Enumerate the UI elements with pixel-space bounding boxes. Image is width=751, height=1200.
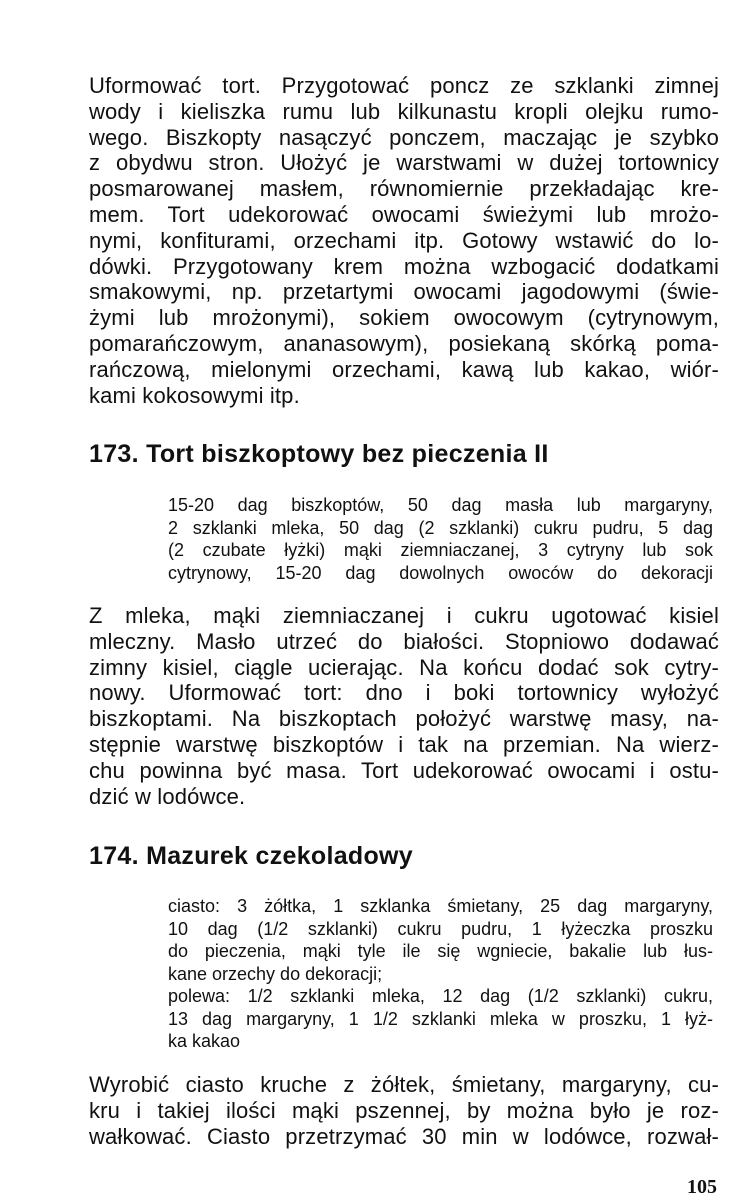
ingredient-line: 2 szklanki mleka, 50 dag (2 szklanki) cukru pudru, 5 dag: [168, 517, 713, 538]
recipe-173-method: [89, 603, 719, 809]
text-line: biszkoptami. Na biszkoptach położyć warstwę masy, na-: [89, 706, 719, 732]
ingredient-line: ciasto: 3 żółtka, 1 szklanka śmietany, 25 dag margaryny,: [168, 896, 713, 916]
text-line: Wyrobić ciasto kruche z żółtek, śmietany, margaryny, cu-: [89, 1072, 719, 1097]
text-line: wałkować. Ciasto przetrzymać 30 min w lodówce, rozwał-: [89, 1123, 719, 1149]
text-line: smakowymi, np. przetartymi owocami jagodowymi (świe-: [89, 279, 719, 305]
ingredient-line: 10 dag (1/2 szklanki) cukru pudru, 1 łyżeczka proszku: [168, 918, 713, 939]
text-line: pomarańczowym, ananasowym), posiekaną skórką poma-: [89, 330, 719, 356]
ingredient-line: polewa: 1/2 szklanki mleka, 12 dag (1/2 szklanki) cukru,: [168, 986, 713, 1006]
recipe-174-method: [89, 1072, 719, 1149]
ingredient-line: do pieczenia, mąki tyle ile się wgniecie, bakalie lub łus-: [168, 941, 713, 961]
ingredient-line: cytrynowy, 15-20 dag dowolnych owoców do dekoracji: [168, 562, 713, 583]
text-line: dzić w lodówce.: [89, 783, 246, 809]
text-line: nymi, konfiturami, orzechami itp. Gotowy wstawić do lo-: [89, 227, 719, 253]
text-line: dówki. Przygotowany krem można wzbogacić dodatkami: [89, 253, 719, 279]
recipe-173-title: 173. Tort biszkoptowy bez pieczenia II: [89, 440, 549, 468]
text-line: mleczny. Masło utrzeć do białości. Stopniowo dodawać: [89, 628, 719, 654]
recipe-174-title: 174. Mazurek czekoladowy: [89, 842, 414, 870]
text-line: rańczową, mielonymi orzechami, kawą lub kakao, wiór-: [89, 356, 719, 382]
text-line: chu powinna być masa. Tort udekorować owocami i ostu-: [89, 757, 719, 783]
text-line: kru i takiej ilości mąki pszennej, by można było je roz-: [89, 1097, 719, 1123]
page-number: 105: [687, 1176, 717, 1198]
text-line: mem. Tort udekorować owocami świeżymi lub mrożo-: [89, 201, 719, 227]
text-line: wego. Biszkopty nasączyć ponczem, maczając je szybko: [89, 124, 719, 150]
text-line: Uformować tort. Przygotować poncz ze szklanki zimnej: [89, 73, 719, 98]
intro-paragraph: [89, 73, 719, 408]
ingredient-line: 13 dag margaryny, 1 1/2 szklanki mleka w proszku, 1 łyż-: [168, 1008, 713, 1029]
ingredient-line: kane orzechy do dekoracji;: [168, 963, 383, 984]
text-line: wody i kieliszka rumu lub kilkunastu kropli olejku rumo-: [89, 98, 719, 124]
text-line: Z mleka, mąki ziemniaczanej i cukru ugotować kisiel: [89, 603, 719, 628]
text-line: kami kokosowymi itp.: [89, 382, 300, 408]
recipe-173-ingredients: [168, 494, 713, 584]
text-line: stępnie warstwę biszkoptów i tak na przemian. Na wierz-: [89, 731, 719, 757]
recipe-174-ingredients: [168, 895, 713, 1053]
text-line: zimny kisiel, ciągle ucierając. Na końcu dodać sok cytry-: [89, 654, 719, 680]
text-line: posmarowanej masłem, równomiernie przekładając kre-: [89, 176, 719, 202]
ingredient-line: (2 czubate łyżki) mąki ziemniaczanej, 3 cytryny lub sok: [168, 540, 713, 560]
text-line: żymi lub mrożonymi), sokiem owocowym (cytrynowym,: [89, 305, 719, 331]
text-line: nowy. Uformować tort: dno i boki tortownicy wyłożyć: [89, 680, 719, 706]
ingredient-line: 15-20 dag biszkoptów, 50 dag masła lub margaryny,: [168, 495, 713, 515]
ingredient-line: ka kakao: [168, 1031, 241, 1051]
text-line: z obydwu stron. Ułożyć je warstwami w dużej tortownicy: [89, 150, 719, 176]
